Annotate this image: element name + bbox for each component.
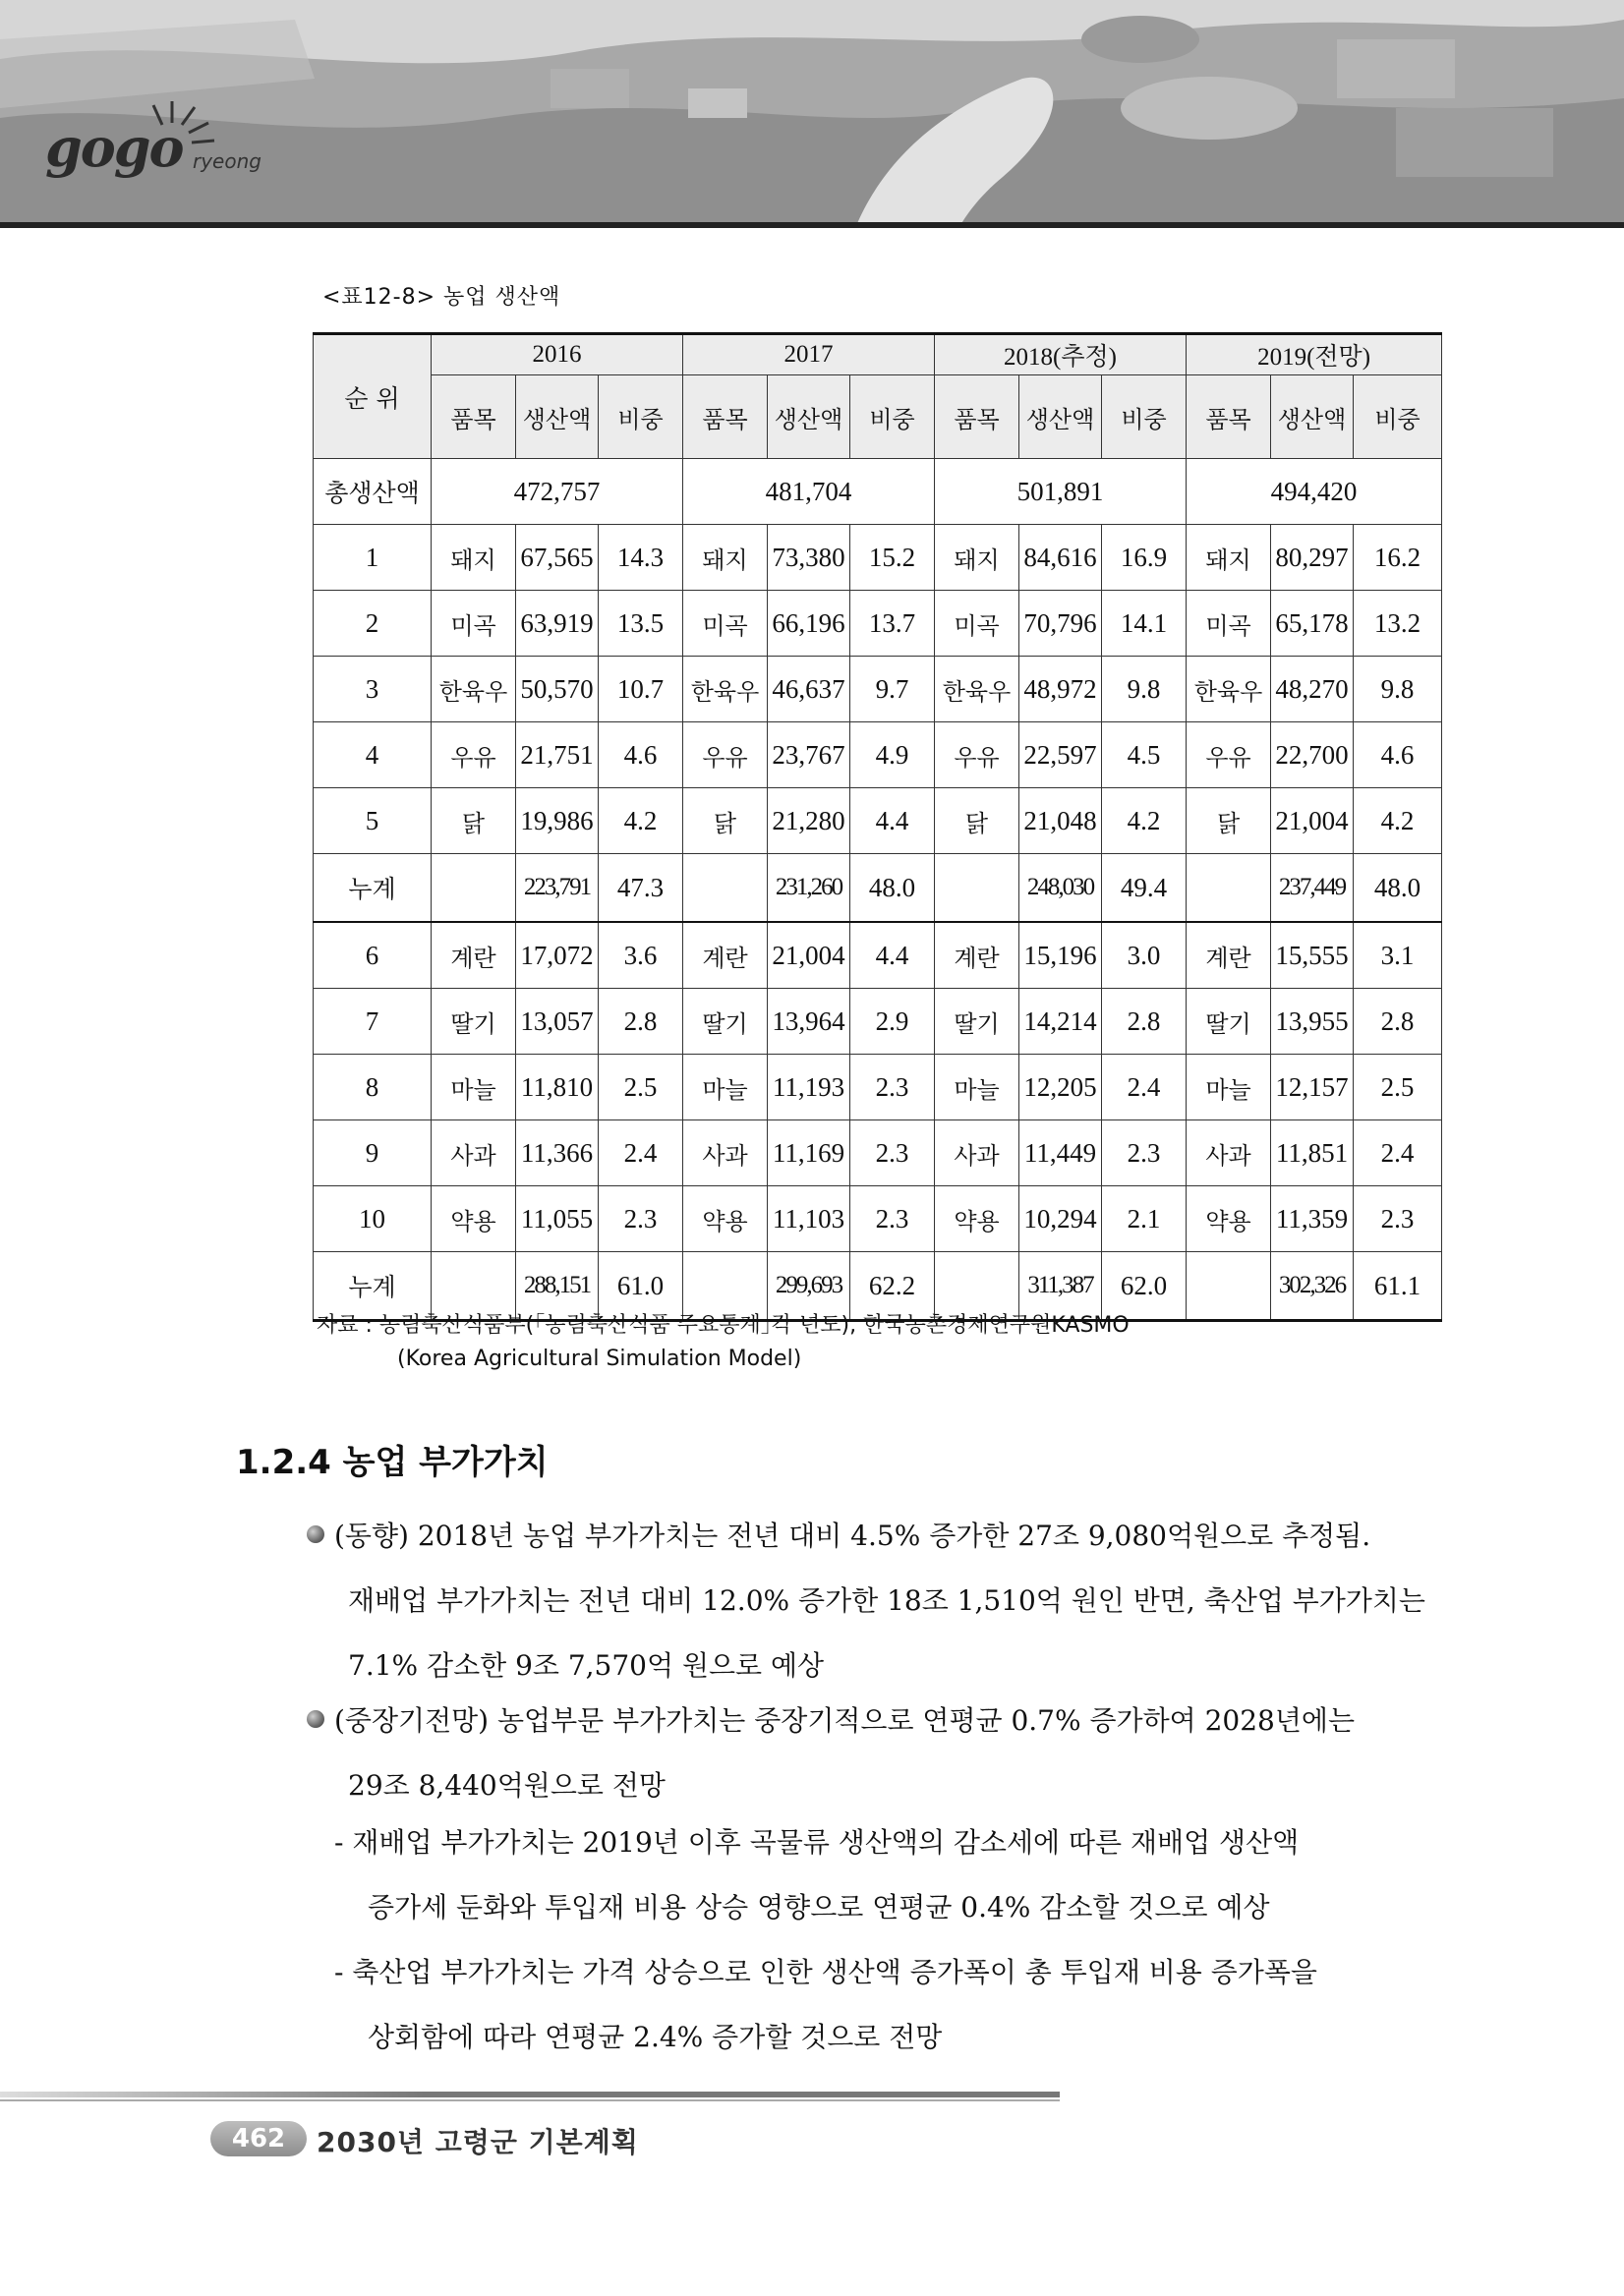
source-line: (Korea Agricultural Simulation Model) (397, 1347, 802, 1371)
paragraph-outlook (307, 1689, 1437, 1818)
share-cell: 2.3 (599, 1186, 683, 1252)
rank-header: 순 위 (314, 334, 432, 459)
source-line: 자료 : 농림축산식품부(｢농림축산식품 주요통계｣각 년도), 한국농촌경제연구원KASMO (317, 1313, 1130, 1338)
table-row (314, 788, 1442, 854)
item-cell: 계란 (432, 922, 516, 989)
value-cell: 231,260 (768, 854, 850, 923)
col-value: 생산액 (1271, 375, 1354, 459)
table-row (314, 657, 1442, 722)
text-line: (동향) 2018년 농업 부가가치는 전년 대비 4.5% 증가한 27조 9,080억원으로 추정됨. (334, 1520, 1371, 1552)
item-cell: 한육우 (432, 657, 516, 722)
cumulative-label: 누계 (314, 854, 432, 923)
cumulative-row (314, 854, 1442, 923)
value-cell: 11,103 (768, 1186, 850, 1252)
value-cell: 248,030 (1019, 854, 1102, 923)
share-cell: 4.6 (1354, 722, 1442, 788)
share-cell: 2.4 (599, 1120, 683, 1186)
paragraph-trend (307, 1504, 1437, 1698)
value-cell: 10,294 (1019, 1186, 1102, 1252)
share-cell: 61.0 (599, 1252, 683, 1321)
share-cell: 2.9 (850, 989, 935, 1055)
value-cell: 11,359 (1271, 1186, 1354, 1252)
col-item: 품목 (1187, 375, 1271, 459)
cumulative-label: 누계 (314, 1252, 432, 1321)
item-cell: 돼지 (935, 525, 1019, 591)
item-cell: 우유 (935, 722, 1019, 788)
item-cell: 우유 (432, 722, 516, 788)
share-cell: 2.8 (1354, 989, 1442, 1055)
col-share: 비중 (1102, 375, 1187, 459)
bullet-icon (307, 1525, 324, 1543)
item-cell (1187, 1252, 1271, 1321)
value-cell: 22,597 (1019, 722, 1102, 788)
value-cell: 63,919 (516, 591, 599, 657)
item-cell (935, 854, 1019, 923)
value-cell: 73,380 (768, 525, 850, 591)
item-cell: 닭 (1187, 788, 1271, 854)
share-cell: 13.5 (599, 591, 683, 657)
item-cell: 미곡 (432, 591, 516, 657)
share-cell: 13.7 (850, 591, 935, 657)
value-cell: 48,972 (1019, 657, 1102, 722)
share-cell: 2.1 (1102, 1186, 1187, 1252)
total-value: 472,757 (432, 459, 683, 525)
value-cell: 46,637 (768, 657, 850, 722)
item-cell: 돼지 (432, 525, 516, 591)
text-line: 증가세 둔화와 투입재 비용 상승 영향으로 연평균 0.4% 감소할 것으로 예상 (368, 1891, 1270, 1923)
value-cell: 50,570 (516, 657, 599, 722)
share-cell: 2.3 (1102, 1120, 1187, 1186)
value-cell: 302,326 (1271, 1252, 1354, 1321)
text-line: - 축산업 부가가치는 가격 상승으로 인한 생산액 증가폭이 총 투입재 비용 증가폭을 (334, 1956, 1317, 1988)
page-number: 462 (210, 2121, 307, 2156)
value-cell: 11,366 (516, 1120, 599, 1186)
year-header: 2018(추정) (935, 334, 1187, 375)
text-line: 재배업 부가가치는 전년 대비 12.0% 증가한 18조 1,510억 원인 반면, 축산업 부가가치는 (348, 1584, 1425, 1617)
rank-cell: 7 (314, 989, 432, 1055)
col-value: 생산액 (516, 375, 599, 459)
share-cell: 2.8 (599, 989, 683, 1055)
item-cell: 미곡 (1187, 591, 1271, 657)
text-line: 29조 8,440억원으로 전망 (348, 1769, 666, 1802)
item-cell: 한육우 (1187, 657, 1271, 722)
share-cell: 2.4 (1102, 1055, 1187, 1120)
col-share: 비중 (599, 375, 683, 459)
share-cell: 49.4 (1102, 854, 1187, 923)
item-cell: 우유 (683, 722, 768, 788)
total-value: 501,891 (935, 459, 1187, 525)
value-cell: 80,297 (1271, 525, 1354, 591)
value-cell: 15,555 (1271, 922, 1354, 989)
item-cell: 마늘 (1187, 1055, 1271, 1120)
share-cell: 4.5 (1102, 722, 1187, 788)
share-cell: 3.6 (599, 922, 683, 989)
total-value: 494,420 (1187, 459, 1442, 525)
table-row (314, 591, 1442, 657)
share-cell: 4.2 (1102, 788, 1187, 854)
share-cell: 2.3 (850, 1120, 935, 1186)
share-cell: 13.2 (1354, 591, 1442, 657)
share-cell: 2.5 (1354, 1055, 1442, 1120)
value-cell: 11,169 (768, 1120, 850, 1186)
col-share: 비중 (850, 375, 935, 459)
item-cell: 한육우 (935, 657, 1019, 722)
item-cell (1187, 854, 1271, 923)
share-cell: 4.9 (850, 722, 935, 788)
col-item: 품목 (432, 375, 516, 459)
col-value: 생산액 (768, 375, 850, 459)
item-cell: 딸기 (683, 989, 768, 1055)
share-cell: 2.8 (1102, 989, 1187, 1055)
item-cell: 계란 (1187, 922, 1271, 989)
footer-rule (0, 2092, 1060, 2097)
value-cell: 237,449 (1271, 854, 1354, 923)
share-cell: 2.3 (1354, 1186, 1442, 1252)
item-cell: 미곡 (683, 591, 768, 657)
rank-cell: 3 (314, 657, 432, 722)
value-cell: 12,157 (1271, 1055, 1354, 1120)
share-cell: 2.3 (850, 1186, 935, 1252)
share-cell: 9.8 (1102, 657, 1187, 722)
table-row (314, 989, 1442, 1055)
share-cell: 4.4 (850, 922, 935, 989)
value-cell: 223,791 (516, 854, 599, 923)
value-cell: 48,270 (1271, 657, 1354, 722)
rank-cell: 6 (314, 922, 432, 989)
total-row (314, 459, 1442, 525)
rank-cell: 8 (314, 1055, 432, 1120)
production-table (313, 332, 1442, 1322)
item-cell: 계란 (683, 922, 768, 989)
value-cell: 11,810 (516, 1055, 599, 1120)
text-line: (중장기전망) 농업부문 부가가치는 중장기적으로 연평균 0.7% 증가하여 2028년에는 (334, 1704, 1355, 1737)
share-cell: 61.1 (1354, 1252, 1442, 1321)
table-source (317, 1309, 1130, 1376)
share-cell: 14.3 (599, 525, 683, 591)
share-cell: 14.1 (1102, 591, 1187, 657)
item-cell: 딸기 (432, 989, 516, 1055)
footer-title: 2030년 고령군 기본계획 (317, 2126, 639, 2158)
value-cell: 12,205 (1019, 1055, 1102, 1120)
share-cell: 3.0 (1102, 922, 1187, 989)
table-row (314, 1055, 1442, 1120)
value-cell: 22,700 (1271, 722, 1354, 788)
value-cell: 14,214 (1019, 989, 1102, 1055)
year-header: 2017 (683, 334, 935, 375)
item-cell: 약용 (683, 1186, 768, 1252)
value-cell: 84,616 (1019, 525, 1102, 591)
bullet-icon (307, 1710, 324, 1728)
rank-cell: 1 (314, 525, 432, 591)
share-cell: 16.9 (1102, 525, 1187, 591)
value-cell: 288,151 (516, 1252, 599, 1321)
table-row (314, 1120, 1442, 1186)
value-cell: 21,751 (516, 722, 599, 788)
item-cell: 마늘 (935, 1055, 1019, 1120)
share-cell: 2.4 (1354, 1120, 1442, 1186)
total-value: 481,704 (683, 459, 935, 525)
share-cell: 47.3 (599, 854, 683, 923)
value-cell: 15,196 (1019, 922, 1102, 989)
value-cell: 19,986 (516, 788, 599, 854)
value-cell: 21,280 (768, 788, 850, 854)
value-cell: 21,004 (1271, 788, 1354, 854)
table-row (314, 722, 1442, 788)
value-cell: 311,387 (1019, 1252, 1102, 1321)
item-cell: 닭 (432, 788, 516, 854)
share-cell: 62.2 (850, 1252, 935, 1321)
col-share: 비중 (1354, 375, 1442, 459)
share-cell: 4.6 (599, 722, 683, 788)
share-cell: 4.2 (599, 788, 683, 854)
header-banner (0, 0, 1624, 228)
dash-item-livestock (334, 1940, 1437, 2070)
item-cell: 우유 (1187, 722, 1271, 788)
item-cell: 약용 (432, 1186, 516, 1252)
share-cell: 48.0 (850, 854, 935, 923)
rank-cell: 2 (314, 591, 432, 657)
item-cell: 약용 (935, 1186, 1019, 1252)
text-line: 7.1% 감소한 9조 7,570억 원으로 예상 (348, 1649, 825, 1682)
footer-rule-thin (0, 2099, 1060, 2101)
item-cell (432, 854, 516, 923)
rank-cell: 9 (314, 1120, 432, 1186)
item-cell: 미곡 (935, 591, 1019, 657)
share-cell: 10.7 (599, 657, 683, 722)
total-label: 총생산액 (314, 459, 432, 525)
rank-cell: 10 (314, 1186, 432, 1252)
table-caption: <표12-8> 농업 생산액 (322, 285, 561, 310)
table-row (314, 922, 1442, 989)
item-cell: 약용 (1187, 1186, 1271, 1252)
share-cell: 2.5 (599, 1055, 683, 1120)
share-cell: 4.2 (1354, 788, 1442, 854)
rank-cell: 5 (314, 788, 432, 854)
header-rule (0, 222, 1624, 228)
value-cell: 66,196 (768, 591, 850, 657)
item-cell: 한육우 (683, 657, 768, 722)
share-cell: 62.0 (1102, 1252, 1187, 1321)
item-cell: 사과 (1187, 1120, 1271, 1186)
table-row (314, 1186, 1442, 1252)
logo-subtext: ryeong (193, 149, 261, 173)
text-line: 상회함에 따라 연평균 2.4% 증가할 것으로 전망 (368, 2021, 943, 2053)
value-cell: 13,964 (768, 989, 850, 1055)
year-header: 2016 (432, 334, 683, 375)
logo-text: gogo (45, 116, 183, 179)
value-cell: 65,178 (1271, 591, 1354, 657)
item-cell: 닭 (935, 788, 1019, 854)
value-cell: 21,048 (1019, 788, 1102, 854)
item-cell: 돼지 (1187, 525, 1271, 591)
share-cell: 9.7 (850, 657, 935, 722)
dash-item-crop (334, 1810, 1437, 1940)
item-cell: 사과 (432, 1120, 516, 1186)
item-cell: 사과 (683, 1120, 768, 1186)
value-cell: 11,449 (1019, 1120, 1102, 1186)
value-cell: 21,004 (768, 922, 850, 989)
item-cell: 사과 (935, 1120, 1019, 1186)
share-cell: 9.8 (1354, 657, 1442, 722)
value-cell: 67,565 (516, 525, 599, 591)
value-cell: 11,851 (1271, 1120, 1354, 1186)
item-cell: 딸기 (935, 989, 1019, 1055)
share-cell: 16.2 (1354, 525, 1442, 591)
value-cell: 70,796 (1019, 591, 1102, 657)
item-cell: 돼지 (683, 525, 768, 591)
value-cell: 13,057 (516, 989, 599, 1055)
share-cell: 2.3 (850, 1055, 935, 1120)
col-item: 품목 (683, 375, 768, 459)
col-item: 품목 (935, 375, 1019, 459)
col-value: 생산액 (1019, 375, 1102, 459)
value-cell: 11,055 (516, 1186, 599, 1252)
share-cell: 48.0 (1354, 854, 1442, 923)
share-cell: 15.2 (850, 525, 935, 591)
value-cell: 13,955 (1271, 989, 1354, 1055)
item-cell: 계란 (935, 922, 1019, 989)
item-cell: 딸기 (1187, 989, 1271, 1055)
value-cell: 23,767 (768, 722, 850, 788)
share-cell: 3.1 (1354, 922, 1442, 989)
item-cell (683, 854, 768, 923)
value-cell: 11,193 (768, 1055, 850, 1120)
section-title: 1.2.4 농업 부가가치 (236, 1443, 549, 1482)
rank-cell: 4 (314, 722, 432, 788)
item-cell: 마늘 (432, 1055, 516, 1120)
year-header: 2019(전망) (1187, 334, 1442, 375)
item-cell: 마늘 (683, 1055, 768, 1120)
share-cell: 4.4 (850, 788, 935, 854)
text-line: - 재배업 부가가치는 2019년 이후 곡물류 생산액의 감소세에 따른 재배업 생산액 (334, 1826, 1300, 1859)
item-cell: 닭 (683, 788, 768, 854)
value-cell: 17,072 (516, 922, 599, 989)
value-cell: 299,693 (768, 1252, 850, 1321)
table-row (314, 525, 1442, 591)
